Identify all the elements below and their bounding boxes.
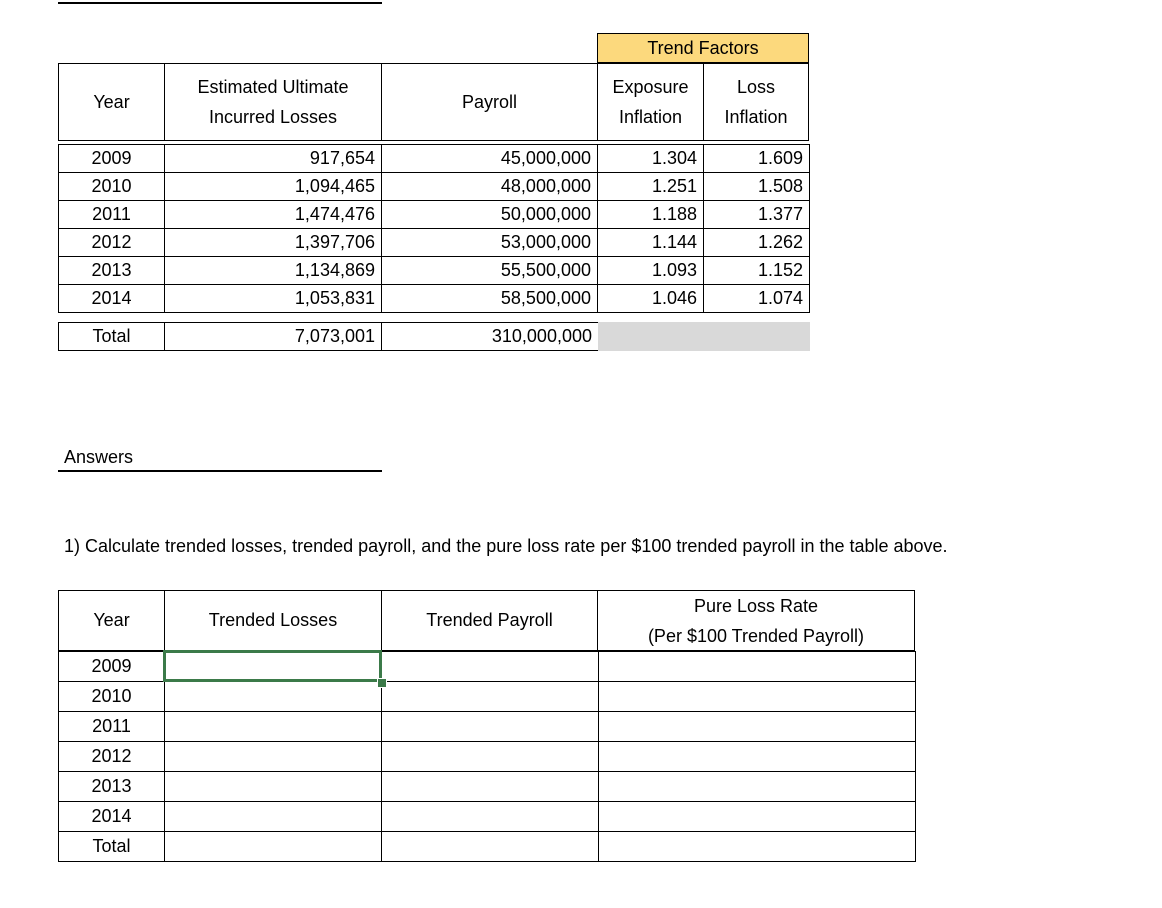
trended-losses-input-cell[interactable] (165, 772, 382, 802)
total-row (59, 323, 599, 351)
trended-payroll-total-cell[interactable] (382, 832, 599, 862)
year-cell[interactable]: 2009 (59, 145, 165, 173)
trended-payroll-input-cell[interactable] (382, 772, 599, 802)
pure-loss-rate-input-cell[interactable] (599, 772, 916, 802)
trended-losses-input-cell[interactable] (165, 742, 382, 772)
header-exposure-inflation[interactable]: Exposure Inflation (597, 63, 704, 141)
pure-loss-rate-input-cell[interactable] (599, 682, 916, 712)
exposure-cell[interactable]: 1.304 (598, 145, 704, 173)
top-total-table (58, 322, 599, 351)
pure-loss-rate-input-cell[interactable] (599, 712, 916, 742)
answer-year-cell[interactable]: 2009 (59, 652, 165, 682)
total-losses-cell[interactable]: 7,073,001 (165, 323, 382, 351)
losses-cell[interactable]: 1,474,476 (165, 201, 382, 229)
table-row (59, 832, 916, 862)
trended-losses-total-cell[interactable] (165, 832, 382, 862)
losses-cell[interactable]: 1,053,831 (165, 285, 382, 313)
active-cell-selection[interactable] (163, 650, 382, 682)
exposure-cell[interactable]: 1.251 (598, 173, 704, 201)
year-cell[interactable]: 2012 (59, 229, 165, 257)
payroll-cell[interactable]: 53,000,000 (382, 229, 598, 257)
answer-header-trended-losses[interactable]: Trended Losses (164, 590, 382, 651)
fill-handle[interactable] (377, 678, 387, 688)
top-data-table (58, 144, 810, 313)
trended-payroll-input-cell[interactable] (382, 712, 599, 742)
trended-payroll-input-cell[interactable] (382, 682, 599, 712)
pure-loss-rate-input-cell[interactable] (599, 652, 916, 682)
payroll-cell[interactable]: 50,000,000 (382, 201, 598, 229)
losses-cell[interactable]: 1,134,869 (165, 257, 382, 285)
loss-inflation-cell[interactable]: 1.508 (704, 173, 810, 201)
answer-header-trended-payroll[interactable]: Trended Payroll (381, 590, 598, 651)
trended-payroll-input-cell[interactable] (382, 802, 599, 832)
answers-label[interactable]: Answers (64, 447, 134, 467)
answer-year-cell[interactable]: 2013 (59, 772, 165, 802)
trended-losses-input-cell[interactable] (165, 682, 382, 712)
pure-loss-rate-total-cell[interactable] (599, 832, 916, 862)
trended-payroll-input-cell[interactable] (382, 652, 599, 682)
exposure-cell[interactable]: 1.144 (598, 229, 704, 257)
answer-table (58, 651, 916, 862)
answer-year-cell[interactable]: 2011 (59, 712, 165, 742)
answer-header-pure-loss-rate[interactable]: Pure Loss Rate (Per $100 Trended Payroll) (597, 590, 915, 651)
year-cell[interactable]: 2013 (59, 257, 165, 285)
year-cell[interactable]: 2011 (59, 201, 165, 229)
loss-inflation-cell[interactable]: 1.609 (704, 145, 810, 173)
top-rule (58, 2, 382, 4)
answer-year-cell[interactable]: 2014 (59, 802, 165, 832)
header-payroll[interactable]: Payroll (381, 63, 598, 141)
losses-cell[interactable]: 917,654 (165, 145, 382, 173)
table-row (59, 772, 916, 802)
payroll-cell[interactable]: 58,500,000 (382, 285, 598, 313)
answer-year-cell[interactable]: 2010 (59, 682, 165, 712)
loss-inflation-cell[interactable]: 1.074 (704, 285, 810, 313)
pure-loss-rate-input-cell[interactable] (599, 802, 916, 832)
year-cell[interactable]: 2014 (59, 285, 165, 313)
table-row (59, 201, 810, 229)
loss-inflation-cell[interactable]: 1.262 (704, 229, 810, 257)
answer-header-year[interactable]: Year (58, 590, 165, 651)
trended-losses-input-cell[interactable] (165, 712, 382, 742)
loss-inflation-cell[interactable]: 1.152 (704, 257, 810, 285)
total-payroll-cell[interactable]: 310,000,000 (382, 323, 599, 351)
exposure-cell[interactable]: 1.046 (598, 285, 704, 313)
table-row (59, 802, 916, 832)
table-row (59, 257, 810, 285)
payroll-cell[interactable]: 48,000,000 (382, 173, 598, 201)
table-row (59, 173, 810, 201)
exposure-cell[interactable]: 1.093 (598, 257, 704, 285)
question-text[interactable]: 1) Calculate trended losses, trended payroll, and the pure loss rate per $100 trended payroll in the table above. (64, 536, 948, 556)
header-estimated-losses[interactable]: Estimated Ultimate Incurred Losses (164, 63, 382, 141)
losses-cell[interactable]: 1,397,706 (165, 229, 382, 257)
payroll-cell[interactable]: 55,500,000 (382, 257, 598, 285)
year-cell[interactable]: 2010 (59, 173, 165, 201)
header-loss-inflation[interactable]: Loss Inflation (703, 63, 809, 141)
trended-losses-input-cell[interactable] (165, 802, 382, 832)
gray-fill-cell[interactable] (598, 322, 810, 351)
answer-year-cell[interactable]: 2012 (59, 742, 165, 772)
table-row (59, 229, 810, 257)
table-row (59, 742, 916, 772)
table-row (59, 712, 916, 742)
losses-cell[interactable]: 1,094,465 (165, 173, 382, 201)
table-row (59, 145, 810, 173)
payroll-cell[interactable]: 45,000,000 (382, 145, 598, 173)
answers-rule (58, 470, 382, 472)
pure-loss-rate-input-cell[interactable] (599, 742, 916, 772)
table-row (59, 682, 916, 712)
table-row (59, 285, 810, 313)
trended-payroll-input-cell[interactable] (382, 742, 599, 772)
trend-factors-header[interactable]: Trend Factors (597, 33, 809, 63)
loss-inflation-cell[interactable]: 1.377 (704, 201, 810, 229)
total-label-cell[interactable]: Total (59, 323, 165, 351)
exposure-cell[interactable]: 1.188 (598, 201, 704, 229)
header-year[interactable]: Year (58, 63, 165, 141)
answer-total-label-cell[interactable]: Total (59, 832, 165, 862)
